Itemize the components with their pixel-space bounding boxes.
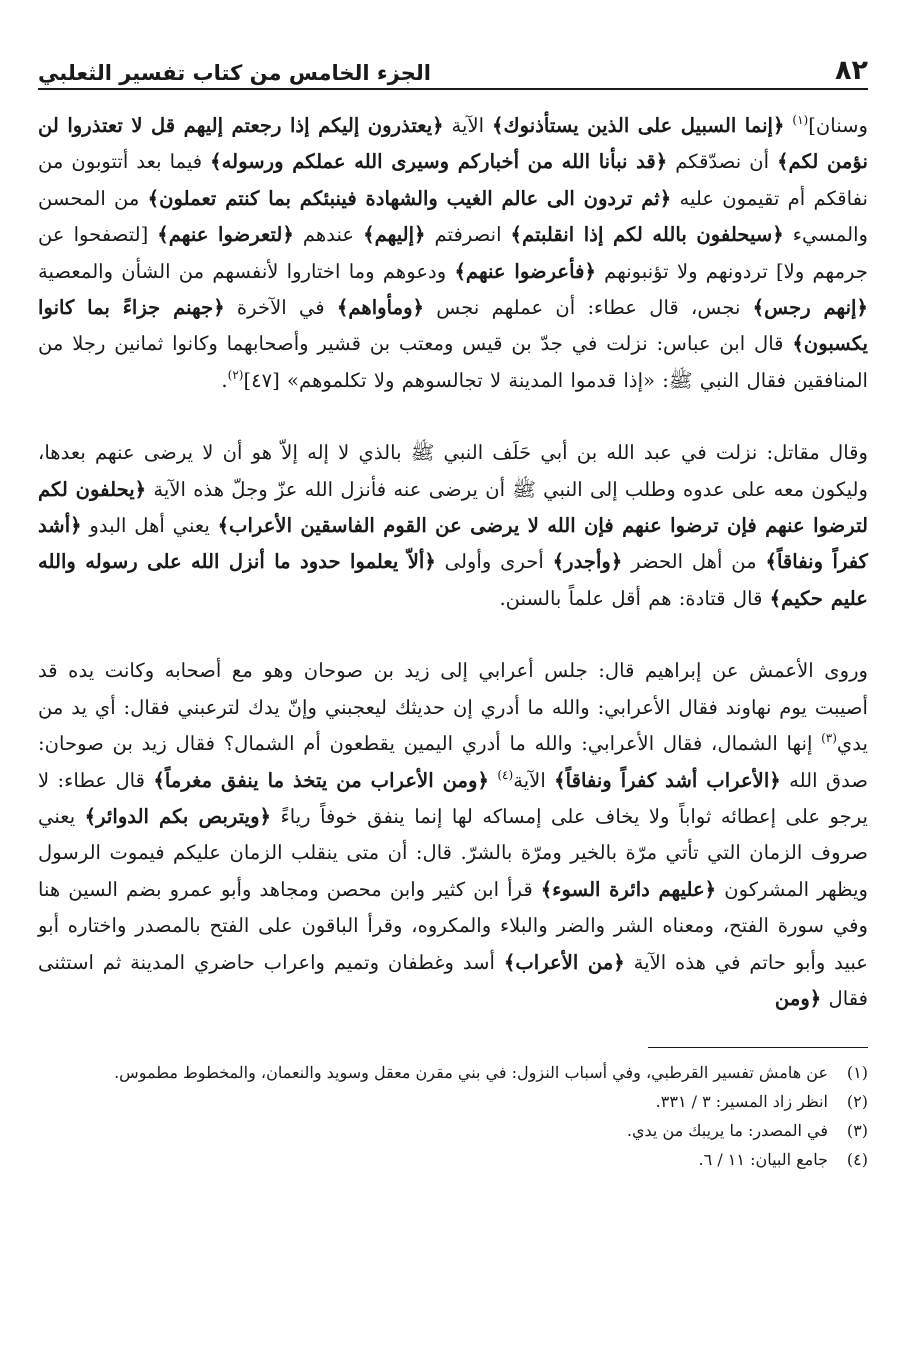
footnote-text: انظر زاد المسير: ٣ / ٣٣١. (655, 1092, 828, 1112)
footnote-number: (٣) (846, 1121, 868, 1141)
quran-quote: ﴿إنهم رجس﴾ (752, 296, 868, 320)
text-run: الآية (513, 768, 555, 792)
text-run: [لتصفحوا عن جرمهم ولا] تردونهم ولا تؤنبونهم (38, 223, 868, 283)
text-run: قال ابن عباس: نزلت في جدّ بن قيس ومعتب بن قشير وأصحابهما وكانوا ثمانين رجلا من المنافقين فقال النبي ﷺ: «إذا قدموا المدينة لا تجالسوهم ولا تكلموهم» [٤٧] (38, 332, 868, 392)
quran-quote: ﴿قد نبأنا الله من أخباركم وسيرى الله عملكم ورسوله﴾ (210, 150, 668, 174)
footnote-ref: (٢) (227, 367, 244, 382)
text-run: أن نصدّقكم (667, 150, 778, 174)
footnote-divider (648, 1047, 868, 1048)
quran-quote: ﴿من الأعراب﴾ (503, 950, 625, 974)
paragraph-3 (38, 653, 868, 1017)
text-run: ودعوهم وما اختاروا لأنفسهم من الشأن والمعصية (38, 259, 455, 283)
footnote-3 (38, 1116, 868, 1145)
text-run: وسنان] (808, 114, 868, 137)
footnote-2 (38, 1087, 868, 1116)
quran-quote: ﴿يحلفون لكم لترضوا عنهم فإن ترضوا عنهم فإن الله لا يرضى عن القوم الفاسقين الأعراب﴾ (38, 477, 868, 538)
quran-quote: ﴿إنما السبيل على الذين يستأذنوك﴾ (492, 114, 785, 137)
text-run: إنها الشمال، فقال الأعرابي: والله ما أدري اليمين يقطعون أم الشمال؟ فقال زيد بن صوحان: صدق الله (38, 732, 869, 792)
text-run: فيما بعد أتتوبون من نفاقكم أم تقيمون عليه (38, 150, 869, 210)
text-run: يعني صروف الزمان التي تأتي مرّة بالخير ومرّة بالشرّ. قال: أن متى ينقلب الزمان عليكم فيموت الرسول ويظهر المشركون (38, 804, 868, 901)
quran-quote: ﴿ثم تردون الى عالم الغيب والشهادة فينبئكم بما كنتم تعملون﴾ (147, 186, 672, 210)
text-run: انصرفتم (425, 223, 511, 247)
text-run: من أهل الحضر (622, 550, 766, 574)
text-run: عندهم (293, 223, 364, 247)
text-run: الآية (443, 114, 492, 137)
footnote-4 (38, 1145, 868, 1174)
main-text (38, 108, 868, 1017)
footnote-text: عن هامش تفسير القرطبي، وفي أسباب النزول: في بني مقرن معقل وسويد والنعمان، والمخطوط مطموس. (114, 1063, 828, 1083)
text-run: يعني أهل البدو (81, 514, 218, 538)
footnote-ref: (٣) (821, 731, 837, 746)
quran-quote: ﴿ومن الأعراب من يتخذ ما ينفق مغرماً﴾ (153, 768, 489, 792)
footnote-number: (٤) (846, 1150, 868, 1170)
quran-quote: ﴿يعتذرون إليكم إذا رجعتم إليهم قل لا تعتذروا لن نؤمن لكم﴾ (38, 114, 868, 174)
book-page (38, 40, 868, 1174)
text-run: وقال مقاتل: نزلت في عبد الله بن أبي حَلَف النبي ﷺ بالذي لا إله إلاّ هو أن لا يرضى عنهم بعدها، وليكون معه على عدوه وطلب إلى النبي ﷺ أن يرضى عنه فأنزل الله عزّ وجلّ هذه الآية (38, 441, 868, 501)
quran-quote: ﴿فأعرضوا عنهم﴾ (454, 259, 596, 283)
quran-quote: ﴿ألاّ يعلموا حدود ما أنزل الله على رسوله والله عليم حكيم﴾ (38, 550, 868, 610)
footnote-text: في المصدر: ما يريبك من يدي. (626, 1121, 828, 1141)
running-title: الجزء الخامس من كتاب تفسير الثعلبي (38, 61, 431, 85)
quran-quote: ﴿ومأواهم﴾ (336, 296, 425, 320)
page-header (38, 40, 868, 90)
text-run: . (221, 368, 228, 392)
footnote-ref: (١) (792, 113, 809, 127)
quran-quote: ﴿سيحلفون بالله لكم إذا انقلبتم﴾ (510, 223, 784, 247)
quran-quote: ﴿إليهم﴾ (363, 223, 426, 247)
text-run: قال عطاء: لا يرجو على إعطائه ثواباً ولا يخاف على إمساكه لها إنما ينفق خوفاً رياءً (38, 768, 869, 828)
quran-quote: ﴿الأعراب أشد كفراً ونفاقاً﴾ (554, 768, 781, 792)
text-run: أسد وغطفان وتميم واعراب حاضري المدينة ثم استثنى فقال (38, 950, 868, 1010)
quran-quote: ﴿ومن (774, 986, 822, 1010)
quran-quote: ﴿عليهم دائرة السوء﴾ (540, 877, 717, 901)
footnote-1 (38, 1058, 868, 1087)
footnote-text: جامع البيان: ١١ / ٦. (698, 1150, 828, 1170)
quran-quote: ﴿وأجدر﴾ (552, 550, 623, 574)
footnotes (38, 1058, 868, 1174)
text-run: من المحسن والمسيء (38, 186, 869, 247)
quran-quote: ﴿ويتربص بكم الدوائر﴾ (84, 804, 272, 828)
text-run: في الآخرة (224, 296, 337, 320)
text-run: وروى الأعمش عن إبراهيم قال: جلس أعرابي إلى زيد بن صوحان وهو مع أصحابه وكانت يده قد أصيبت يوم نهاوند فقال الأعرابي: والله ما أدري إن حديثك ليعجبني وإنّ يدك لترعبني فقال: أي يد من يدي (38, 659, 868, 756)
quran-quote: ﴿جهنم جزاءً بما كانوا يكسبون﴾ (38, 296, 868, 356)
footnote-number: (١) (846, 1063, 868, 1083)
footnote-ref: (٤) (497, 767, 514, 782)
paragraph-2 (38, 435, 868, 617)
page-number: ٨٢ (835, 55, 868, 86)
text-run: قال قتادة: هم أقل علماً بالسنن. (499, 586, 770, 610)
paragraph-1 (38, 108, 868, 399)
text-run: أحرى وأولى (435, 550, 553, 574)
footnote-number: (٢) (846, 1092, 868, 1112)
text-run: نجس، قال عطاء: أن عملهم نجس (424, 296, 753, 320)
quran-quote: ﴿أشد كفراً ونفاقاً﴾ (38, 514, 868, 574)
quran-quote: ﴿لتعرضوا عنهم﴾ (157, 223, 294, 247)
text-run: قرأ ابن كثير وابن محصن ومجاهد وأبو عمرو بضم السين هنا وفي سورة الفتح، ومعناه الشر والضر والبلاء والمكروه، وقرأ الباقون على الفتح بالمصدر واختاره أبو عبيد وأبو حاتم في هذه الآية (38, 877, 868, 974)
